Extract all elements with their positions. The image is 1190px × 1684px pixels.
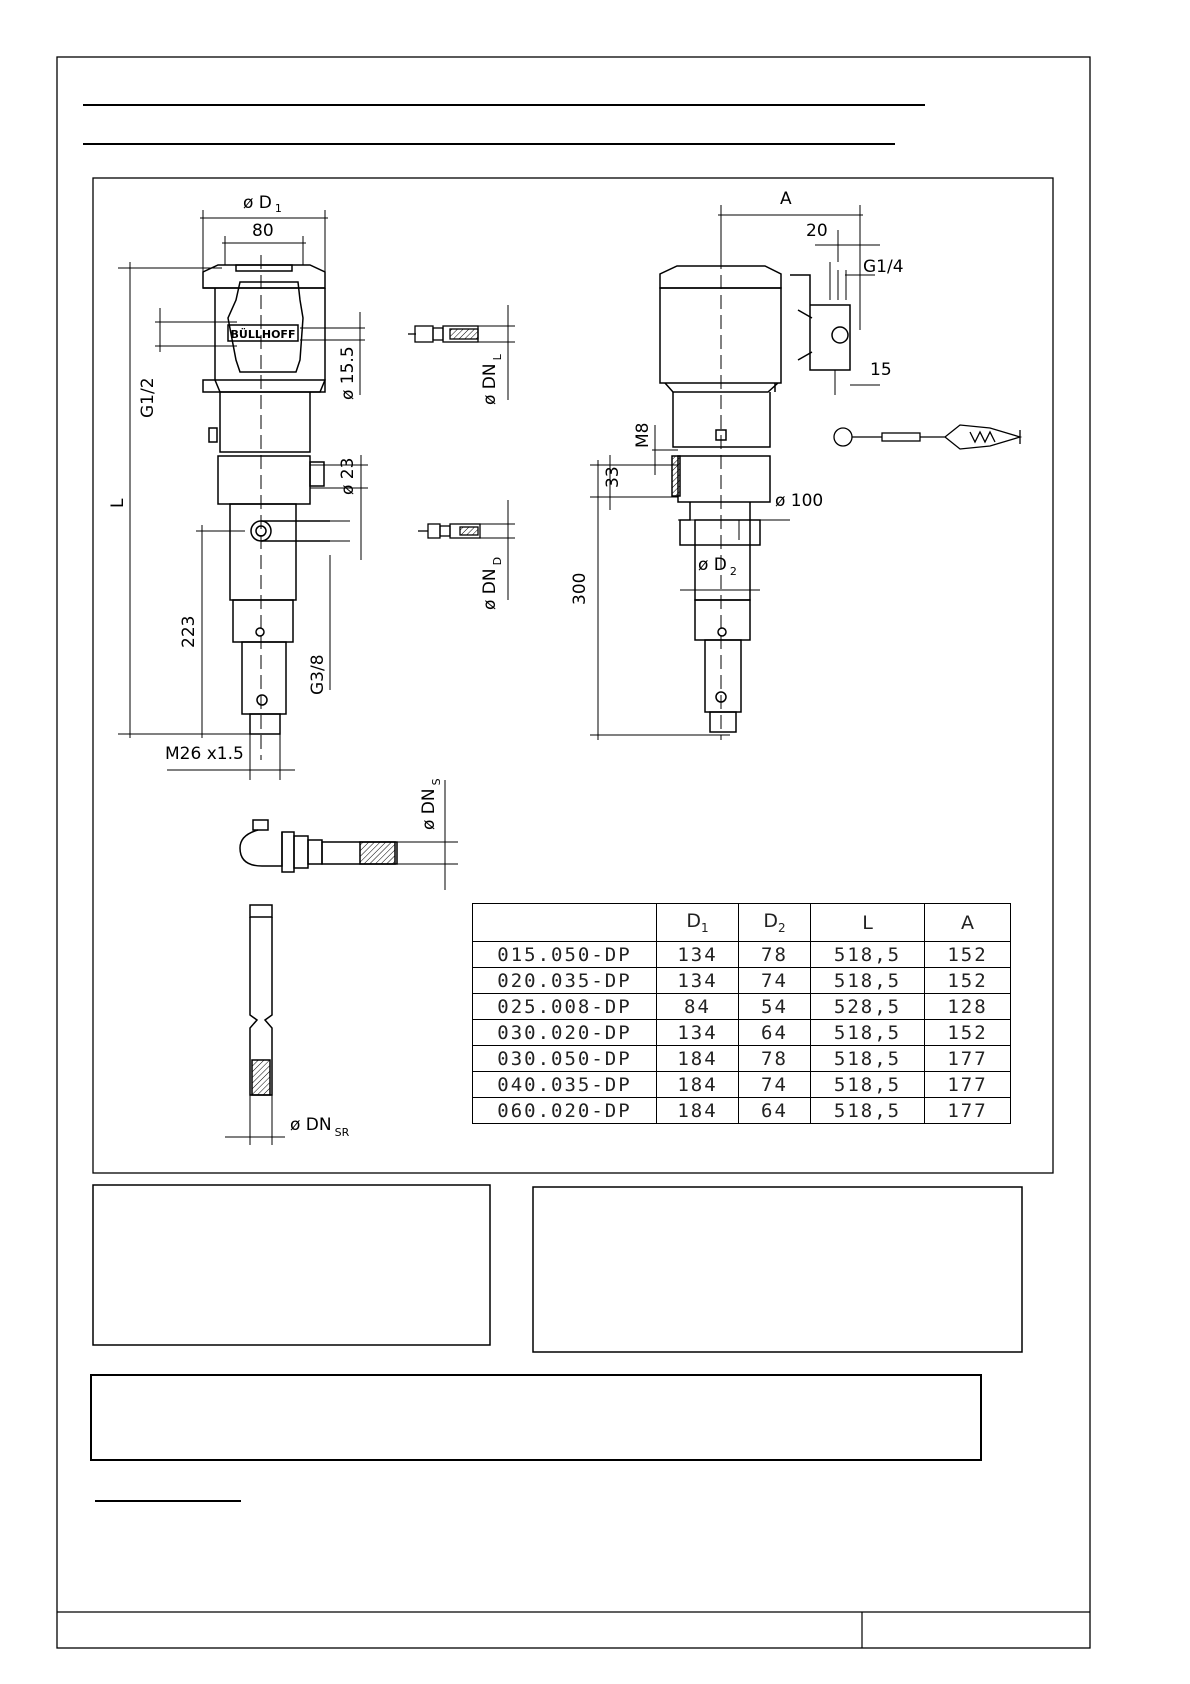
table-header-d1: $D_1$ [657,904,739,942]
dim-80: 80 [252,221,274,241]
dim-dnd: ø $DN_D$ [480,556,504,610]
table-row [473,994,1011,1020]
table-cell-l: 518,5 [811,1020,925,1046]
table-cell-l: 518,5 [811,1046,925,1072]
table-cell-type: 060.020-DP [473,1098,657,1124]
dim-15: 15 [870,360,892,380]
title-lines [83,105,925,144]
dim-g38: G3/8 [308,654,328,695]
dim-300: 300 [570,572,590,605]
table-cell-a: 177 [925,1046,1011,1072]
dim-dns: ø $DN_S$ [419,778,443,830]
table-cell-a: 152 [925,968,1011,994]
table-cell-a: 177 [925,1072,1011,1098]
table-header-type [473,904,657,942]
tube-dnsr [225,905,285,1145]
dimension-table [472,903,1011,1124]
table-cell-type: 030.050-DP [473,1046,657,1072]
table-cell-d2: 64 [739,1020,811,1046]
table-cell-d1: 184 [657,1098,739,1124]
table-row [473,968,1011,994]
table-cell-l: 528,5 [811,994,925,1020]
dim-155: ø 15.5 [338,346,358,400]
dim-dnsr: ø DN $_{SR}$ [290,1115,350,1139]
table-cell-a: 152 [925,942,1011,968]
page-frame [57,57,1090,1648]
table-cell-d1: 184 [657,1072,739,1098]
dimension-lines-left [118,210,368,780]
dim-g12: G1/2 [138,377,158,418]
table-cell-type: 020.035-DP [473,968,657,994]
table-header-a: A [925,904,1011,942]
table-cell-d2: 64 [739,1098,811,1124]
dim-100: ø 100 [775,491,824,511]
table-row [473,1046,1011,1072]
dimension-lines-right [590,205,880,740]
table-cell-type: 040.035-DP [473,1072,657,1098]
dim-dnl: ø $DN_L$ [480,354,504,405]
table-cell-l: 518,5 [811,942,925,968]
fitting-dnd [418,500,515,600]
table-cell-d1: 184 [657,1046,739,1072]
table-row [473,1098,1011,1124]
lower-boxes [91,1185,1022,1501]
dim-223: 223 [179,615,199,648]
table-header-l: L [811,904,925,942]
table-cell-d2: 74 [739,968,811,994]
table-cell-a: 177 [925,1098,1011,1124]
brand-logo-text: BÜLLHOFF [230,328,296,341]
dim-a: A [780,189,792,209]
table-cell-d2: 78 [739,942,811,968]
table-cell-d2: 54 [739,994,811,1020]
table-header-row [473,904,1011,942]
table-row [473,942,1011,968]
table-cell-l: 518,5 [811,1072,925,1098]
table-cell-type: 015.050-DP [473,942,657,968]
dim-g14: G1/4 [863,257,904,277]
dim-od1: ø D $_1$ [243,193,282,215]
dim-l: L [108,498,128,508]
table-cell-d1: 134 [657,968,739,994]
dim-20: 20 [806,221,828,241]
table-cell-d1: 134 [657,1020,739,1046]
dim-23: ø 23 [338,457,358,495]
table-cell-d1: 84 [657,994,739,1020]
table-cell-d2: 74 [739,1072,811,1098]
dim-33: 33 [603,466,623,488]
table-cell-a: 128 [925,994,1011,1020]
table-header-d2: $D_2$ [739,904,811,942]
table-cell-l: 518,5 [811,968,925,994]
dim-od2: ø D $_2$ [698,555,737,578]
grounding-cable [834,425,1020,449]
table-cell-type: 025.008-DP [473,994,657,1020]
table-cell-l: 518,5 [811,1098,925,1124]
table-cell-type: 030.020-DP [473,1020,657,1046]
table-row [473,1072,1011,1098]
table-cell-a: 152 [925,1020,1011,1046]
dim-m8: M8 [633,422,653,448]
table-cell-d1: 134 [657,942,739,968]
table-row [473,1020,1011,1046]
table-cell-d2: 78 [739,1046,811,1072]
dim-m26: M26 x1.5 [165,744,244,764]
